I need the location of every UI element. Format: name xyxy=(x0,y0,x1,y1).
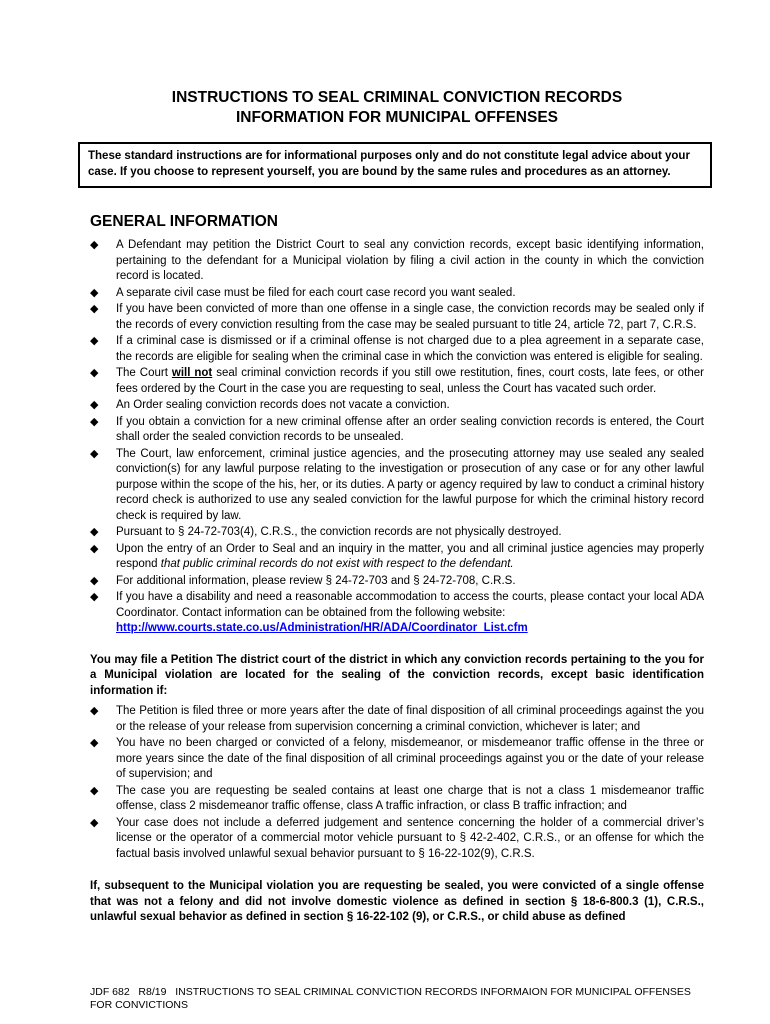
section-heading-general-information: GENERAL INFORMATION xyxy=(90,213,279,230)
bullet-text-segment: An Order sealing conviction records does not vacate a conviction. xyxy=(116,399,450,411)
ada-coordinator-link[interactable]: http://www.courts.state.co.us/Administration/HR/ADA/Coordinator_List.cfm xyxy=(116,622,528,634)
bullet-text xyxy=(116,526,562,538)
diamond-bullet-icon: ◆ xyxy=(90,399,99,411)
diamond-bullet-icon: ◆ xyxy=(90,447,99,460)
bullet-item xyxy=(90,704,704,735)
bullet-text xyxy=(116,737,704,780)
closing-paragraph: If, subsequent to the Municipal violation you are requesting be sealed, you were convicted of a single offense that was not a felony and did not involve domestic violence as defined in section § 18-6-800.3 (1), C.R.S., unlawful sexual behavior as defined in section § 16-22-102 (9), or C.R.S., or child abuse as defined xyxy=(90,880,704,923)
diamond-bullet-icon: ◆ xyxy=(90,784,99,797)
general-info-list xyxy=(90,238,704,637)
bullet-item xyxy=(90,238,704,285)
diamond-bullet-icon: ◆ xyxy=(90,574,99,587)
diamond-bullet-icon: ◆ xyxy=(90,415,99,428)
diamond-bullet-icon: ◆ xyxy=(90,367,99,379)
bullet-text xyxy=(116,817,704,860)
diamond-bullet-icon: ◆ xyxy=(90,816,99,829)
bullet-text-segment: If you obtain a conviction for a new criminal offense after an order sealing conviction records is entered, the Court shall order the sealed conviction records to be unsealed. xyxy=(116,415,704,443)
bullet-item xyxy=(90,398,704,414)
bullet-text-segment: If a criminal case is dismissed or if a criminal offense is not charged due to a plea agreement in a separate case, the records are eligible for sealing when the criminal case in which the conviction was entered is eligible for sealing. xyxy=(116,335,704,363)
bullet-item xyxy=(90,415,704,446)
notice-text: These standard instructions are for informational purposes only and do not constitute legal advice about your case. If you choose to represent yourself, you are bound by the same rules and procedures as an attorney. xyxy=(88,150,690,178)
bullet-text-segment: The Court, law enforcement, criminal justice agencies, and the prosecuting attorney may use sealed any sealed conviction(s) for any lawful purpose relating to the investigation or prosecution of any case or for any other lawful purpose within the scope of the his, her, or its duties. A party or agency required by law to conduct a criminal history record check is authorized to use any sealed conviction for the lawful purpose for which the criminal history record check is required by law. xyxy=(116,447,704,522)
bullet-text xyxy=(116,575,516,587)
diamond-bullet-icon: ◆ xyxy=(90,737,99,749)
bullet-item xyxy=(90,590,704,637)
bullet-text-segment: The case you are requesting be sealed contains at least one charge that is not a class 1 misdemeanor traffic offense, class 2 misdemeanor traffic offense, class A traffic infraction, or class B traffic infraction; and xyxy=(116,784,704,812)
bullet-item xyxy=(90,542,704,573)
bullet-text-segment: If you have been convicted of more than one offense in a single case, the conviction records may be sealed only if the records of every conviction resulting from the case may be sealed pursuant to title 24, article 72, part 7, C.R.S. xyxy=(116,303,704,331)
bullet-text-segment: A Defendant may petition the District Court to seal any conviction records, except basic identifying information, pertaining to the defendant for a Municipal violation by filing a civil action in the county in which the conviction record is located. xyxy=(116,239,704,282)
diamond-bullet-icon: ◆ xyxy=(90,303,99,315)
bullet-text xyxy=(116,785,704,813)
bullet-item xyxy=(90,574,704,590)
diamond-bullet-icon: ◆ xyxy=(90,542,99,555)
document-footer: JDF 682 R8/19 INSTRUCTIONS TO SEAL CRIMINAL CONVICTION RECORDS INFORMAION FOR MUNICIPAL OFFENSES FOR CONVICTIONS xyxy=(90,986,694,1011)
diamond-bullet-icon: ◆ xyxy=(90,239,99,251)
bullet-text xyxy=(116,591,704,634)
bullet-item xyxy=(90,366,704,397)
diamond-bullet-icon: ◆ xyxy=(90,526,99,538)
notice-box xyxy=(78,142,712,188)
bullet-text xyxy=(116,448,704,522)
bullet-item xyxy=(90,816,704,863)
bullet-text xyxy=(116,399,450,411)
bullet-text-segment: A separate civil case must be filed for each court case record you want sealed. xyxy=(116,286,516,299)
bullet-item xyxy=(90,302,704,333)
bullet-item xyxy=(90,334,704,365)
bullet-text-segment: Upon the entry of an Order to Seal and an inquiry in the matter, you and all criminal justice agencies may properly respond xyxy=(116,542,704,570)
bullet-item xyxy=(90,736,704,783)
diamond-bullet-icon: ◆ xyxy=(90,591,99,603)
bullet-text-segment: You have no been charged or convicted of a felony, misdemeanor, or misdemeanor traffic offense in the three or more years since the date of the final disposition of all criminal proceedings against you or the date of your release of supervision; and xyxy=(116,737,704,780)
bullet-text-segment: seal criminal conviction records if you still owe restitution, fines, court costs, late fees, or other fees ordered by the Court in the case you are requesting to seal, unless the Court has vacated such order. xyxy=(116,367,705,395)
diamond-bullet-icon: ◆ xyxy=(90,286,99,299)
title-line-1: INSTRUCTIONS TO SEAL CRIMINAL CONVICTION RECORDS xyxy=(171,89,623,106)
bullet-text xyxy=(116,239,704,282)
bullet-text xyxy=(116,303,704,331)
bullet-text xyxy=(116,705,704,733)
bullet-item xyxy=(90,784,704,815)
bullet-text-segment: For additional information, please review § 24-72-703 and § 24-72-708, C.R.S. xyxy=(116,574,516,587)
bullet-text-bold-underline: will not xyxy=(171,367,213,379)
bullet-text-segment: The Court xyxy=(116,367,172,379)
bullet-text xyxy=(116,416,704,444)
petition-conditions-list xyxy=(90,704,704,862)
bullet-text xyxy=(116,335,704,363)
bullet-text xyxy=(116,543,704,571)
petition-intro: You may file a Petition The district court of the district in which any conviction records pertaining to the you for a Municipal violation are located for the sealing of the conviction records, except basic identification information if: xyxy=(90,653,704,697)
diamond-bullet-icon: ◆ xyxy=(90,705,99,717)
bullet-text-segment: If you have a disability and need a reasonable accommodation to access the courts, please contact your local ADA Coordinator. Contact information can be obtained from the following website: xyxy=(116,591,704,619)
bullet-text-segment: The Petition is filed three or more years after the date of final disposition of all criminal proceedings against the you or the release of your release from supervision concerning a criminal conviction, whichever is later; and xyxy=(116,705,704,733)
bullet-item xyxy=(90,525,704,541)
bullet-item xyxy=(90,447,704,525)
bullet-text xyxy=(116,287,516,299)
title-line-2: INFORMATION FOR MUNICIPAL OFFENSES xyxy=(235,109,559,126)
bullet-text-italic: that public criminal records do not exist with respect to the defendant. xyxy=(160,558,514,570)
diamond-bullet-icon: ◆ xyxy=(90,335,99,347)
bullet-item xyxy=(90,286,704,302)
bullet-text-segment: Pursuant to § 24-72-703(4), C.R.S., the conviction records are not physically destroyed. xyxy=(116,526,562,538)
bullet-text xyxy=(116,367,704,395)
document-title xyxy=(90,88,704,128)
bullet-text-segment: Your case does not include a deferred judgement and sentence concerning the holder of a commercial driver’s license or the operator of a commercial motor vehicle pursuant to § 42-2-402, C.R.S., or an offense for which the factual basis involved unlawful sexual behavior pursuant to § 16-22-102(9), C.R.S. xyxy=(116,816,704,860)
